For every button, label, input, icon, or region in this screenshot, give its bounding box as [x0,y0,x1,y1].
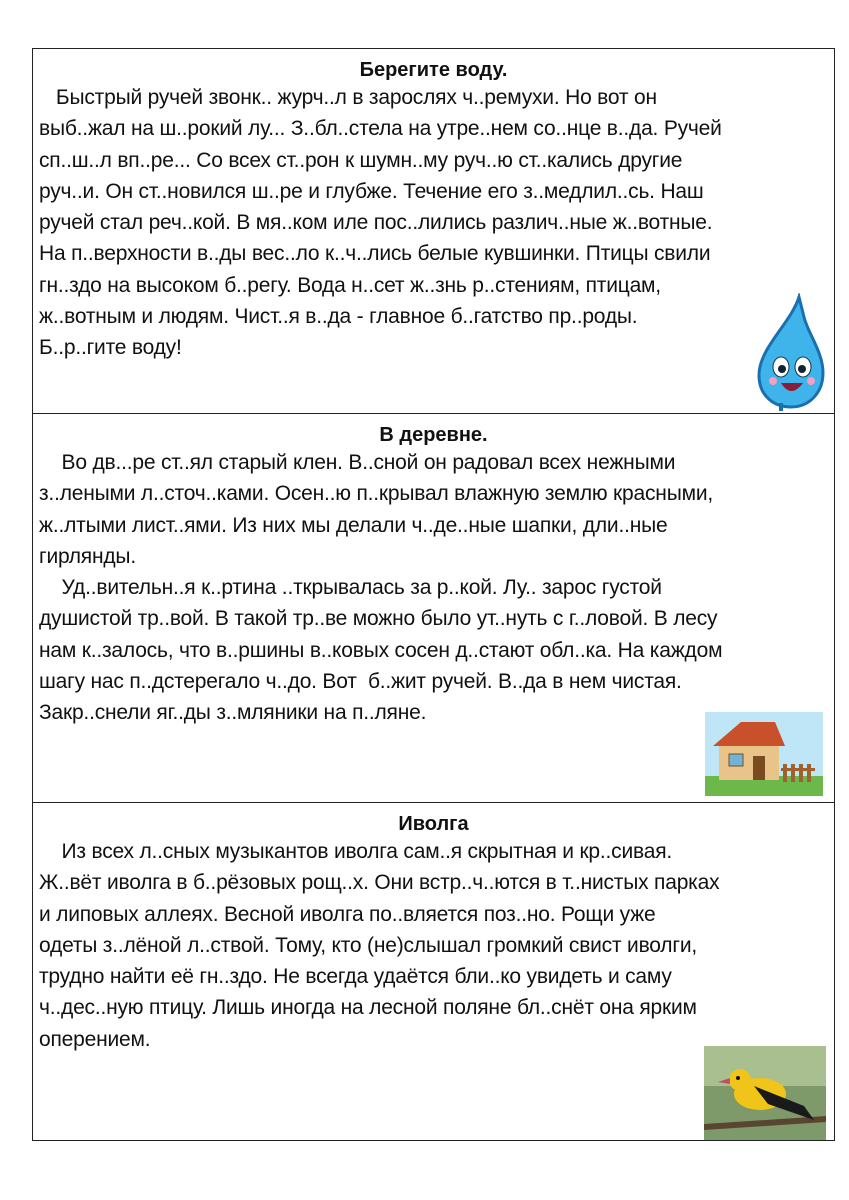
text-line: и липовых аллеях. Весной иволга по..вляется поз..но. Рощи уже [39,902,656,926]
section-title: В деревне. [379,424,488,446]
section-village [33,414,834,803]
section-text [39,836,834,1055]
text-line: нам к..залось, что в..ршины в..ковых сосен д..стают обл..ка. На каждом [39,638,723,662]
section-oriole [33,803,834,1140]
text-line: Из всех л..сных музыкантов иволга сам..я скрытная и кр..сивая. [39,840,673,863]
text-line: ж..вотным и людям. Чист..я в..да - главное б..гатство пр..роды. [39,305,638,329]
text-line: Быстрый ручей звонк.. журч..л в зарослях ч..ремухи. Но вот он [39,86,657,109]
text-line: гн..здо на высоком б..регу. Вода н..сет ж..знь р..стениям, птицам, [39,273,661,297]
section-text [39,82,834,364]
worksheet-frame [32,48,835,1141]
text-line: одеты з..лёной л..ствой. Тому, кто (не)слышал громкий свист иволги, [39,933,697,957]
text-line: На п..верхности в..ды вес..ло к..ч..лись белые кувшинки. Птицы свили [39,242,711,266]
oriole-bird-photo [704,1046,826,1140]
text-line: Во дв...ре ст..ял старый клен. В..сной он радовал всех нежными [39,451,676,474]
text-line: душистой тр..вой. В такой тр..ве можно было ут..нуть с г..ловой. В лесу [39,607,718,631]
section-title: Иволга [398,813,469,835]
village-house-illustration [705,712,823,796]
text-line: трудно найти её гн..здо. Не всегда удаётся бли..ко увидеть и саму [39,965,672,989]
text-line: сп..ш..л вп..ре... Со всех ст..рон к шумн..му руч..ю ст..кались другие [39,148,683,172]
water-drop-illustration [751,293,831,413]
text-line: Б..р..гите воду! [39,336,182,360]
text-line: оперением. [39,1027,151,1051]
text-line: ручей стал реч..кой. В мя..ком иле пос..лились различ..ные ж..вотные. [39,211,713,235]
text-line: з..леными л..сточ..ками. Осен..ю п..крывал влажную землю красными, [39,482,713,506]
text-line: Ж..вёт иволга в б..рёзовых рощ..х. Они встр..ч..ются в т..нистых парках [39,871,720,895]
text-line: Закр..снели яг..ды з..мляники на п..ляне. [39,701,427,725]
text-line: выб..жал на ш..рокий лу... З..бл..стела на утре..нем со..нце в..да. Ручей [39,117,722,141]
section-title: Берегите воду. [359,59,508,81]
text-line: ж..лтыми лист..ями. Из них мы делали ч..де..ные шапки, дли..ные [39,513,668,537]
text-line: руч..и. Он ст..новился ш..ре и глубже. Течение его з..медлил..сь. Наш [39,179,704,203]
section-water [33,49,834,414]
text-line: гирлянды. [39,544,136,568]
section-text [39,447,834,729]
text-line: шагу нас п..дстерегало ч..до. Вот б..жит ручей. В..да в нем чистая. [39,670,682,694]
text-line: Уд..вительн..я к..ртина ..ткрывалась за р..кой. Лу.. зарос густой [39,576,662,600]
text-line: ч..дес..ную птицу. Лишь иногда на лесной поляне бл..снёт она ярким [39,996,697,1020]
